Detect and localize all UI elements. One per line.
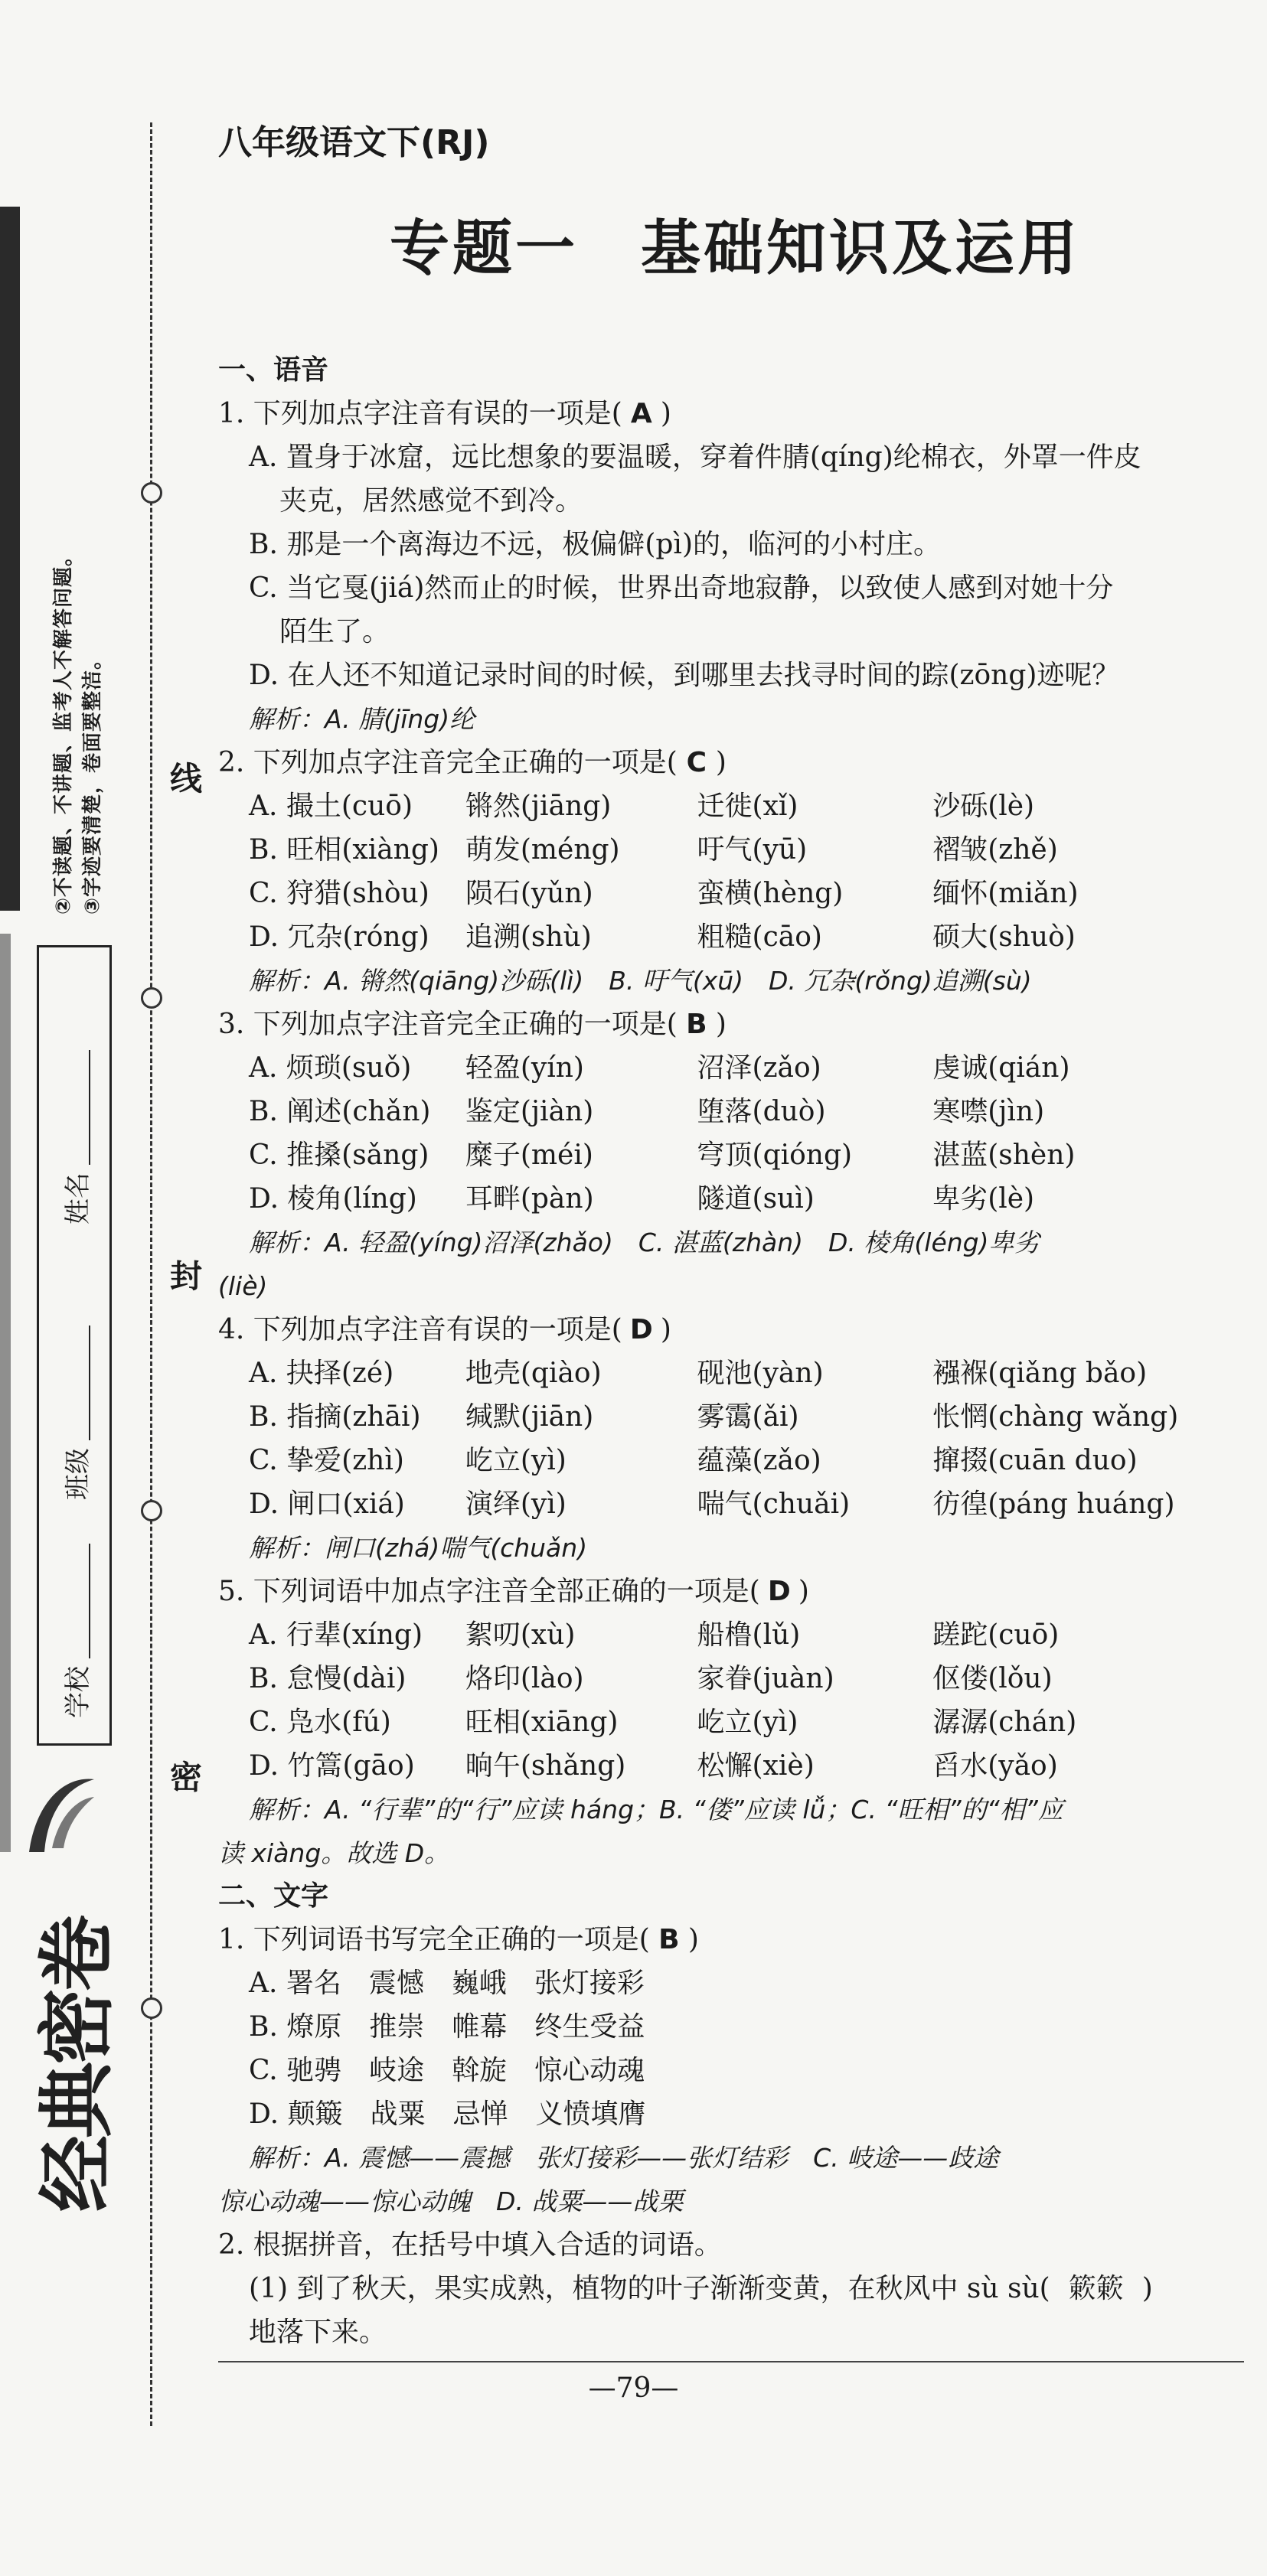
stem-text: 5. 下列词语中加点字注音全部正确的一项是( — [218, 1576, 760, 1607]
option-row — [218, 828, 1252, 872]
option-cell: 地壳(qiào) — [465, 1358, 602, 1389]
explanation: 解析：A. 锵然(qiāng)沙砾(lì) B. 吁气(xū) D. 冗杂(rǒng)追溯(sù) — [249, 966, 1032, 996]
option-cell: 蕴藻(zǎo) — [697, 1445, 821, 1476]
option-cell: 沙砾(lè) — [932, 791, 1035, 822]
class-blank[interactable] — [69, 1325, 90, 1440]
option-cell: 喘气(chuǎi) — [697, 1489, 851, 1520]
answer-blank[interactable]: D — [629, 1314, 653, 1345]
option-row — [218, 1395, 1252, 1439]
option-cell: 虔诚(qián) — [932, 1052, 1070, 1084]
option-cell: 鉴定(jiàn) — [465, 1096, 594, 1127]
option-row — [218, 1046, 1252, 1090]
explanation: 解析：A. “行辈”的“行”应读 háng；B. “偻”应读 lǚ；C. “旺相”的“相”应 — [249, 1795, 1063, 1824]
option-cell: 锵然(jiāng) — [465, 791, 612, 822]
option-row — [218, 1352, 1252, 1395]
option-row — [218, 1744, 1252, 1788]
option-cell: 萌发(méng) — [465, 834, 620, 866]
question-stem — [218, 392, 1252, 435]
option-cell: 堕落(duò) — [697, 1096, 826, 1127]
option-cell: 沼泽(zǎo) — [697, 1052, 821, 1084]
fill-answer[interactable]: 簌簌 — [1068, 2273, 1124, 2304]
option-cell: A. 抉择(zé) — [249, 1358, 394, 1389]
option-cell: B. 怠慢(dài) — [249, 1663, 407, 1694]
option-cell: 屹立(yì) — [465, 1445, 567, 1476]
seal-char-feng: 封 — [170, 1257, 203, 1295]
option-cell: 屹立(yì) — [697, 1707, 798, 1738]
option-cell: D. 棱角(líng) — [249, 1183, 417, 1215]
option-row — [218, 1700, 1252, 1744]
stem-text: 2. 下列加点字注音完全正确的一项是( — [218, 747, 678, 778]
option-row — [218, 1439, 1252, 1482]
option-cell: 家眷(juàn) — [697, 1663, 834, 1694]
fill-text: (1) 到了秋天，果实成熟，植物的叶子渐渐变黄，在秋风中 sù sù( — [249, 2273, 1050, 2304]
option-row — [218, 915, 1252, 959]
option-row — [218, 1177, 1252, 1221]
option-cell: 潺潺(chán) — [932, 1707, 1077, 1738]
option-cell: 絮叨(xù) — [465, 1619, 576, 1651]
option-cell: D. 闸口(xiá) — [249, 1489, 405, 1520]
question-stem: 2. 根据拼音，在括号中填入合适的词语。 — [218, 2229, 722, 2261]
option-cell: 耳畔(pàn) — [465, 1183, 594, 1215]
option-cell: 演绎(yì) — [465, 1489, 567, 1520]
option-cell: 晌午(shǎng) — [465, 1750, 626, 1782]
answer-blank[interactable]: C — [686, 747, 707, 778]
option-cell: A. 行辈(xíng) — [249, 1619, 423, 1651]
option-d: D. 颠簸 战粟 忌惮 义愤填膺 — [249, 2098, 646, 2130]
option-row — [218, 784, 1252, 828]
option-cell: B. 指摘(zhāi) — [249, 1401, 421, 1433]
brand-logo: 经典密卷 — [31, 1918, 122, 2212]
option-cell: A. 撮土(cuō) — [249, 791, 413, 822]
option-row — [218, 1090, 1252, 1133]
option-cell: 烙印(lào) — [465, 1663, 584, 1694]
answer-blank[interactable]: A — [630, 398, 652, 429]
option-c: C. 当它戛(jiá)然而止的时候，世界出奇地寂静，以致使人感到对她十分 — [249, 572, 1114, 604]
name-blank[interactable] — [69, 1050, 90, 1165]
notice-rule-2: ②不读题、不讲题、监考人不解答问题。 — [52, 545, 75, 915]
option-cell: 缅怀(miǎn) — [932, 878, 1079, 909]
seal-char-xian: 线 — [170, 760, 203, 797]
option-cell: 寒噤(jìn) — [932, 1096, 1045, 1127]
explanation: 解析：A. 震憾——震撼 张灯接彩——张灯结彩 C. 岐途——歧途 — [249, 2143, 999, 2173]
binding-hole-mark — [141, 987, 162, 1009]
option-cell: 彷徨(páng huáng) — [932, 1489, 1175, 1520]
option-c: C. 驰骋 岐途 斡旋 惊心动魂 — [249, 2055, 645, 2086]
option-cell: 舀水(yǎo) — [932, 1750, 1058, 1782]
option-b: B. 那是一个离海边不远，极偏僻(pì)的，临河的小村庄。 — [249, 529, 941, 560]
option-cell: B. 旺相(xiàng) — [249, 834, 439, 866]
option-cell: B. 阐述(chǎn) — [249, 1096, 431, 1127]
option-a: A. 置身于冰窟，远比想象的要温暖，穿着件腈(qíng)纶棉衣，外罩一件皮 — [249, 442, 1141, 473]
answer-blank[interactable]: B — [686, 1009, 707, 1040]
option-row — [218, 1657, 1252, 1700]
option-row — [218, 872, 1252, 915]
option-cell: 硕大(shuò) — [932, 921, 1076, 953]
binding-hole-mark — [141, 1997, 162, 2019]
question-stem — [218, 1570, 1252, 1613]
option-cell: 松懈(xiè) — [697, 1750, 815, 1782]
stem-close: ) — [660, 398, 671, 429]
stem-close: ) — [687, 1924, 699, 1955]
question-stem — [218, 741, 1252, 784]
explanation: 解析：A. 轻盈(yíng)沼泽(zhǎo) C. 湛蓝(zhàn) D. 棱角(léng)卑劣 — [249, 1228, 1040, 1257]
stem-text: 4. 下列加点字注音有误的一项是( — [218, 1314, 622, 1345]
section-heading-pronunciation: 一、语音 — [218, 354, 329, 386]
option-cell: 糜子(méi) — [465, 1140, 593, 1171]
option-row — [218, 1482, 1252, 1526]
option-cell: C. 推搡(sǎng) — [249, 1140, 429, 1171]
section-heading-writing: 二、文字 — [218, 1880, 329, 1912]
option-cell: 褶皱(zhě) — [932, 834, 1058, 866]
binding-hole-mark — [141, 482, 162, 504]
option-cell: 砚池(yàn) — [697, 1358, 824, 1389]
explanation-continued: 读 xiàng。故选 D。 — [218, 1838, 450, 1868]
brand-swoosh-icon — [21, 1768, 98, 1860]
option-cell: 卑劣(lè) — [932, 1183, 1035, 1215]
class-field[interactable] — [57, 1325, 94, 1500]
stem-text: 1. 下列加点字注音有误的一项是( — [218, 398, 622, 429]
answer-blank[interactable]: B — [658, 1924, 680, 1955]
binding-hole-mark — [141, 1500, 162, 1521]
option-cell: C. 狩猎(shòu) — [249, 878, 429, 909]
option-cell: D. 竹篙(gāo) — [249, 1750, 415, 1782]
stem-text: 1. 下列词语书写完全正确的一项是( — [218, 1924, 650, 1955]
option-cell: D. 冗杂(róng) — [249, 921, 429, 953]
option-a-continued: 夹克，居然感觉不到冷。 — [279, 485, 583, 517]
option-cell: 襁褓(qiǎng bǎo) — [932, 1358, 1148, 1389]
option-cell: 粗糙(cāo) — [697, 921, 822, 953]
option-cell: 伛偻(lǒu) — [932, 1663, 1053, 1694]
option-cell: 轻盈(yín) — [465, 1052, 584, 1084]
question-stem — [218, 1003, 1252, 1046]
main-content — [218, 115, 1252, 2354]
class-label: 班级 — [63, 1448, 93, 1500]
stem-close: ) — [715, 747, 727, 778]
option-cell: 船橹(lǔ) — [697, 1619, 801, 1651]
option-cell: 吁气(yū) — [697, 834, 808, 866]
option-cell: 湛蓝(shèn) — [932, 1140, 1076, 1171]
binding-dashed-line — [150, 122, 152, 2426]
option-cell: 雾霭(ǎi) — [697, 1401, 799, 1433]
option-cell: C. 凫水(fú) — [249, 1707, 391, 1738]
page-title: 专题一 基础知识及运用 — [389, 214, 1080, 283]
option-cell: 穹顶(qióng) — [697, 1140, 853, 1171]
option-cell: 追溯(shù) — [465, 921, 592, 953]
explanation-continued: 惊心动魂——惊心动魄 D. 战粟——战栗 — [218, 2186, 684, 2216]
option-row — [218, 1613, 1252, 1657]
explanation: 解析：闸口(zhá)喘气(chuǎn) — [249, 1533, 588, 1563]
explanation-continued: (liè) — [218, 1271, 268, 1301]
page-number: —79— — [588, 2372, 679, 2404]
school-field[interactable] — [57, 1544, 94, 1718]
option-c-continued: 陌生了。 — [279, 616, 390, 647]
paper-shadow — [0, 934, 11, 1852]
answer-blank[interactable]: D — [767, 1576, 791, 1607]
grade-header: 八年级语文下(RJ) — [218, 123, 490, 162]
option-cell: C. 挚爱(zhì) — [249, 1445, 404, 1476]
option-cell: 蛮横(hèng) — [697, 878, 844, 909]
stem-close: ) — [660, 1314, 671, 1345]
option-d: D. 在人还不知道记录时间的时候，到哪里去找寻时间的踪(zōng)迹呢？ — [249, 660, 1120, 691]
option-cell: 蹉跎(cuō) — [932, 1619, 1060, 1651]
explanation: 解析：A. 腈(jīng)纶 — [249, 704, 475, 734]
option-a: A. 署名 震憾 巍峨 张灯接彩 — [249, 1968, 645, 1999]
stem-text: 3. 下列加点字注音完全正确的一项是( — [218, 1009, 678, 1040]
option-cell: 陨石(yǔn) — [465, 878, 593, 909]
option-cell: 隧道(suì) — [697, 1183, 815, 1215]
school-blank[interactable] — [69, 1544, 90, 1658]
name-label: 姓名 — [63, 1172, 93, 1224]
school-label: 学校 — [63, 1666, 93, 1718]
left-margin — [0, 0, 138, 2576]
fill-in-continued: 地落下来。 — [249, 2317, 387, 2348]
option-cell: 迁徙(xǐ) — [697, 791, 798, 822]
option-cell: 缄默(jiān) — [465, 1401, 594, 1433]
stem-close: ) — [798, 1576, 809, 1607]
option-cell: 撺掇(cuān duo) — [932, 1445, 1138, 1476]
option-cell: 怅惘(chàng wǎng) — [932, 1401, 1179, 1433]
seal-char-mi: 密 — [170, 1759, 203, 1796]
name-field[interactable] — [57, 1050, 94, 1224]
option-cell: A. 烦琐(suǒ) — [249, 1052, 412, 1084]
torn-paper-edge — [0, 207, 20, 911]
option-row — [218, 1133, 1252, 1177]
question-stem — [218, 1308, 1252, 1352]
fill-close: ) — [1141, 2273, 1153, 2304]
stem-close: ) — [715, 1009, 727, 1040]
fill-in-item — [218, 2267, 1252, 2310]
notice-rule-3: ③字迹要清楚，卷面要整洁。 — [81, 648, 104, 915]
option-cell: 旺相(xiāng) — [465, 1707, 619, 1738]
bottom-rule — [218, 2361, 1244, 2362]
question-stem — [218, 1918, 1252, 1961]
option-b: B. 燎原 推崇 帷幕 终生受益 — [249, 2011, 645, 2043]
